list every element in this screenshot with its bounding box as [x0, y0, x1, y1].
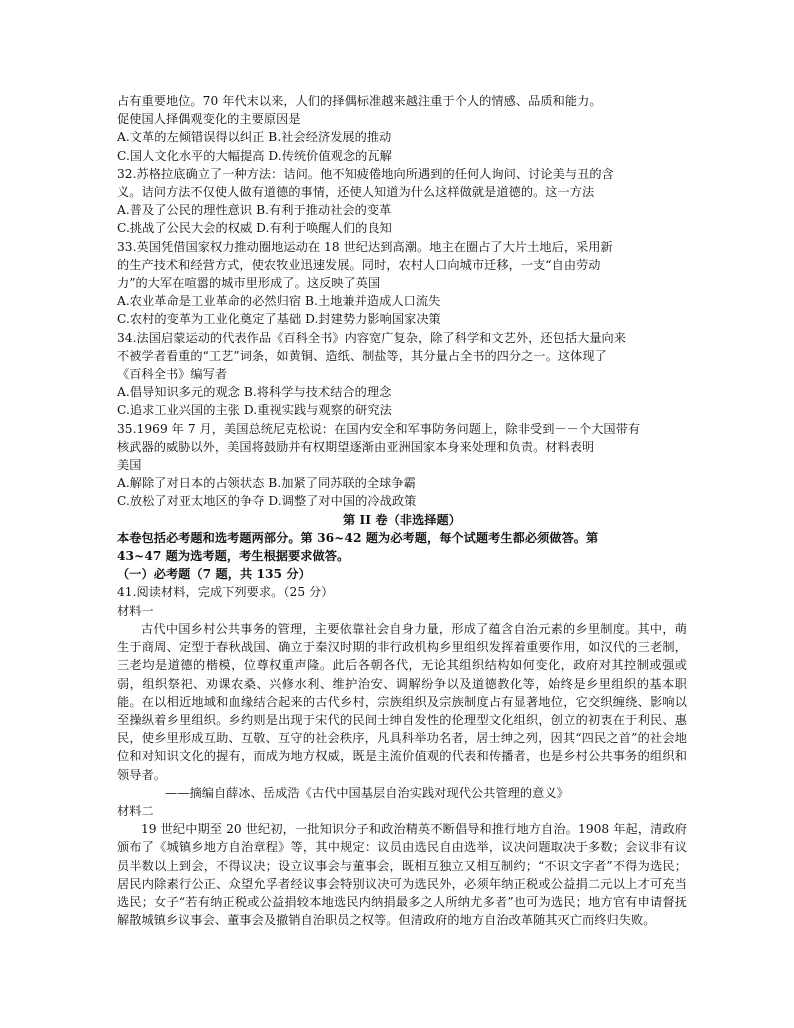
section-heading: （一）必考题（7 题，共 135 分）: [117, 567, 311, 582]
material-1-source: ——摘编自薛冰、岳成浩《古代中国基层自治实践对现代公共管理的意义》: [165, 785, 569, 800]
material-2-text: 19 世纪中期至 20 世纪初，一批知识分子和政治精英不断倡导和推行地方自治。1908 年起，清政府颁布了《城镇乡地方自治章程》等，其中规定：议员由选民自由选举，议决问题取决于多数；会议非有议员半数以上到会，不得议决；设立议事会与董事会，既相互独立又相互制约；“不识文字者”不得为选民；居民内除素行公正、众望允孚者经议事会特别议决可为选民外，必须年纳正税或公益捐二元以上才可充当选民；女子“若有纳正税或公益捐较本地选民内纳捐最多之人所纳尤多者”也可为选民；地方官有申请督抚解散城镇乡议事会、董事会及撤销自治职员之权等。但清政府的地方自治改革随其灭亡而终归失败。: [117, 822, 687, 928]
intro-line: 占有重要地位。70 年代末以来，人们的择偶标准越来越注重于个人的情感、品质和能力。: [117, 94, 602, 108]
question-35-stem: 核武器的威胁以外，美国将鼓励并有权期望逐渐由亚洲国家本身来处理和负责。材料表明: [117, 439, 595, 454]
question-32-options-ab: A.普及了公民的理性意识 B.有利于推动社会的变革: [117, 203, 392, 218]
question-34-stem: 34.法国启蒙运动的代表作品《百科全书》内容宽广复杂，除了科学和文艺外，还包括大量向来: [117, 330, 627, 345]
material-2-label: 材料二: [117, 803, 154, 818]
question-32-options-cd: C.挑战了公民大会的权威 D.有利于唤醒人们的良知: [117, 221, 392, 236]
question-33-stem: 的生产技术和经营方式，使农牧业迅速发展。同时，农村人口向城市迁移，一支“自由劳动: [117, 257, 601, 272]
part-2-note: 43~47 题为选考题，考生根据要求做答。: [117, 549, 350, 564]
question-41-stem: 41.阅读材料，完成下列要求。（25 分）: [117, 585, 334, 600]
options-ab: A.文革的左倾错误得以纠正 B.社会经济发展的推动: [117, 130, 392, 145]
question-35-stem: 美国: [117, 458, 142, 473]
material-1-text: 古代中国乡村公共事务的管理，主要依靠社会自身力量，形成了蕴含自治元素的乡里制度。其中，萌生于商周、定型于春秋战国、确立于秦汉时期的非行政机构乡里组织发挥着重要作用，如汉代的三老制，三老均是道德的楷模，位尊权重声隆。此后各朝各代，无论其组织结构如何变化，政府对其控制或强或弱，组织祭祀、劝课农桑、兴修水利、维护治安、调解纷争以及道德教化等，始终是乡里组织的基本职能。在以相近地域和血缘结合起来的古代乡村，宗族组织及宗族制度占有显著地位，它交织缠绕、影响以至操纵着乡里组织。乡约则是出现于宋代的民间士绅自发性的伦理型文化组织，创立的初衷在于利民、惠民，使乡里形成互助、互敬、互守的社会秩序，凡具科举功名者，居士绅之列，因其“四民之首”的社会地位和对知识文化的握有，而成为地方权威，既是主流价值观的代表和传播者，也是乡村公共事务的组织和领导者。: [117, 621, 687, 782]
question-33-options-ab: A.农业革命是工业革命的必然归宿 B.土地兼并造成人口流失: [117, 294, 441, 309]
material-1-label: 材料一: [117, 603, 154, 618]
question-32-stem: 32.苏格拉底确立了一种方法：诘问。他不知疲倦地向所遇到的任何人询问、讨论美与丑的含: [117, 166, 614, 181]
part-2-note: 本卷包括必考题和选考题两部分。第 36~42 题为必考题，每个试题考生都必须做答。第: [117, 530, 599, 545]
question-34-stem: 《百科全书》编写者: [117, 367, 228, 382]
question-33-options-cd: C.农村的变革为工业化奠定了基础 D.封建势力影响国家决策: [117, 312, 441, 327]
question-32-stem: 义。诘问方法不仅使人做有道德的事情，还使人知道为什么这样做就是道德的。这一方法: [117, 185, 595, 200]
question-33-stem: 33.英国凭借国家权力推动圈地运动在 18 世纪达到高潮。地主在圈占了大片土地后，采用新: [117, 239, 613, 254]
question-34-options-cd: C.追求工业兴国的主张 D.重视实践与观察的研究法: [117, 403, 392, 418]
question-35-options-ab: A.解除了对日本的占领状态 B.加紧了同苏联的全球争霸: [117, 476, 416, 491]
question-35-stem: 35.1969 年 7 月，美国总统尼克松说：在国内安全和军事防务问题上，除非受到－－个大国带有: [117, 421, 641, 436]
question-33-stem: 力”的大军在喧嚣的城市里形成了。这反映了英国: [117, 276, 381, 291]
part-2-title: 第 II 卷（非选择题）: [343, 512, 461, 527]
question-34-stem: 不被学者看重的“工艺”词条，如黄铜、造纸、制盐等，其分量占全书的四分之一。这体现了: [117, 348, 607, 363]
page-content: [117, 92, 687, 929]
options-cd: C.国人文化水平的大幅提高 D.传统价值观念的瓦解: [117, 148, 392, 163]
question-34-options-ab: A.倡导知识多元的观念 B.将科学与技术结合的理念: [117, 385, 392, 400]
question-stem: 促使国人择偶观变化的主要原因是: [117, 112, 301, 127]
question-35-options-cd: C.放松了对亚太地区的争夺 D.调整了对中国的冷战政策: [117, 494, 417, 509]
